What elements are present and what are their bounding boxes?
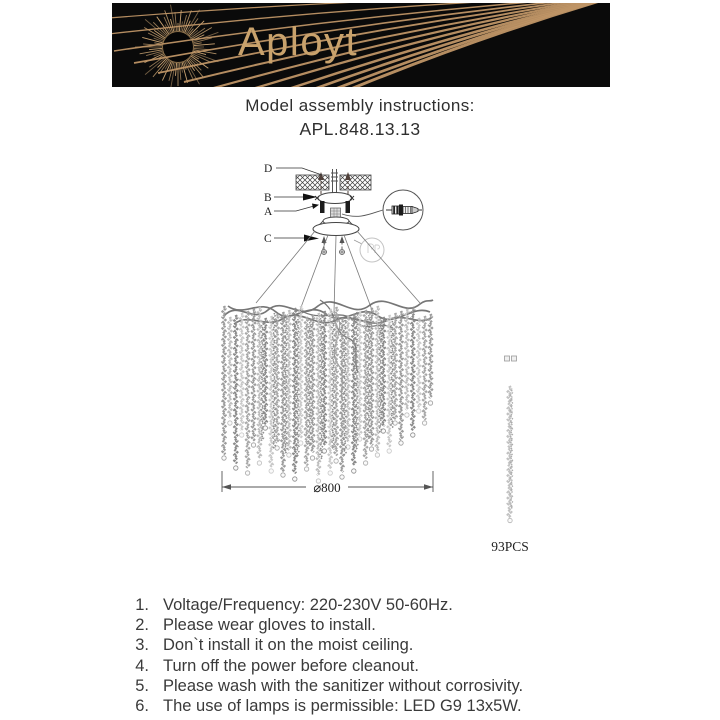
instruction-item xyxy=(129,595,523,615)
item-text: Please wear gloves to install. xyxy=(163,616,376,635)
ceiling-canopy xyxy=(313,217,359,236)
instruction-item xyxy=(129,635,523,655)
item-text: Voltage/Frequency: 220-230V 50-60Hz. xyxy=(163,596,453,614)
page-title: Model assembly instructions: xyxy=(245,96,475,115)
item-number: 1. xyxy=(135,596,149,614)
crystal-strands xyxy=(222,306,433,483)
item-number: 6. xyxy=(135,697,149,716)
item-number: 5. xyxy=(135,676,149,695)
connector-detail xyxy=(342,190,423,230)
item-number: 4. xyxy=(135,656,149,675)
label-d: D xyxy=(264,163,273,175)
instruction-list xyxy=(129,595,523,716)
label-c: C xyxy=(264,233,272,245)
dimension-label: ⌀800 xyxy=(313,480,341,495)
item-number: 3. xyxy=(135,636,149,655)
item-text: Turn off the power before cleanout. xyxy=(163,656,419,675)
hook-detail xyxy=(354,238,384,262)
label-b: B xyxy=(264,192,272,204)
dimension xyxy=(222,471,433,495)
suspension-cords xyxy=(256,231,420,312)
mounting-bracket xyxy=(315,193,354,219)
item-number: 2. xyxy=(135,616,149,635)
item-text: Don`t install it on the moist ceiling. xyxy=(163,636,414,655)
strand-sample xyxy=(491,356,529,554)
label-a: A xyxy=(264,206,273,218)
instruction-item xyxy=(129,656,523,676)
strand-count-label: 93PCS xyxy=(491,539,529,554)
item-text: The use of lamps is permissible: LED G9 13x5W. xyxy=(163,697,522,716)
canopy-screws xyxy=(322,236,345,255)
item-text: Please wash with the sanitizer without corrosivity. xyxy=(163,676,524,695)
brand-logo-text: Aployt xyxy=(238,20,359,64)
instruction-item xyxy=(129,615,523,635)
mounting-rod xyxy=(331,169,338,194)
model-number: APL.848.13.13 xyxy=(299,119,421,139)
instruction-item xyxy=(129,696,523,716)
instruction-item xyxy=(129,676,523,696)
